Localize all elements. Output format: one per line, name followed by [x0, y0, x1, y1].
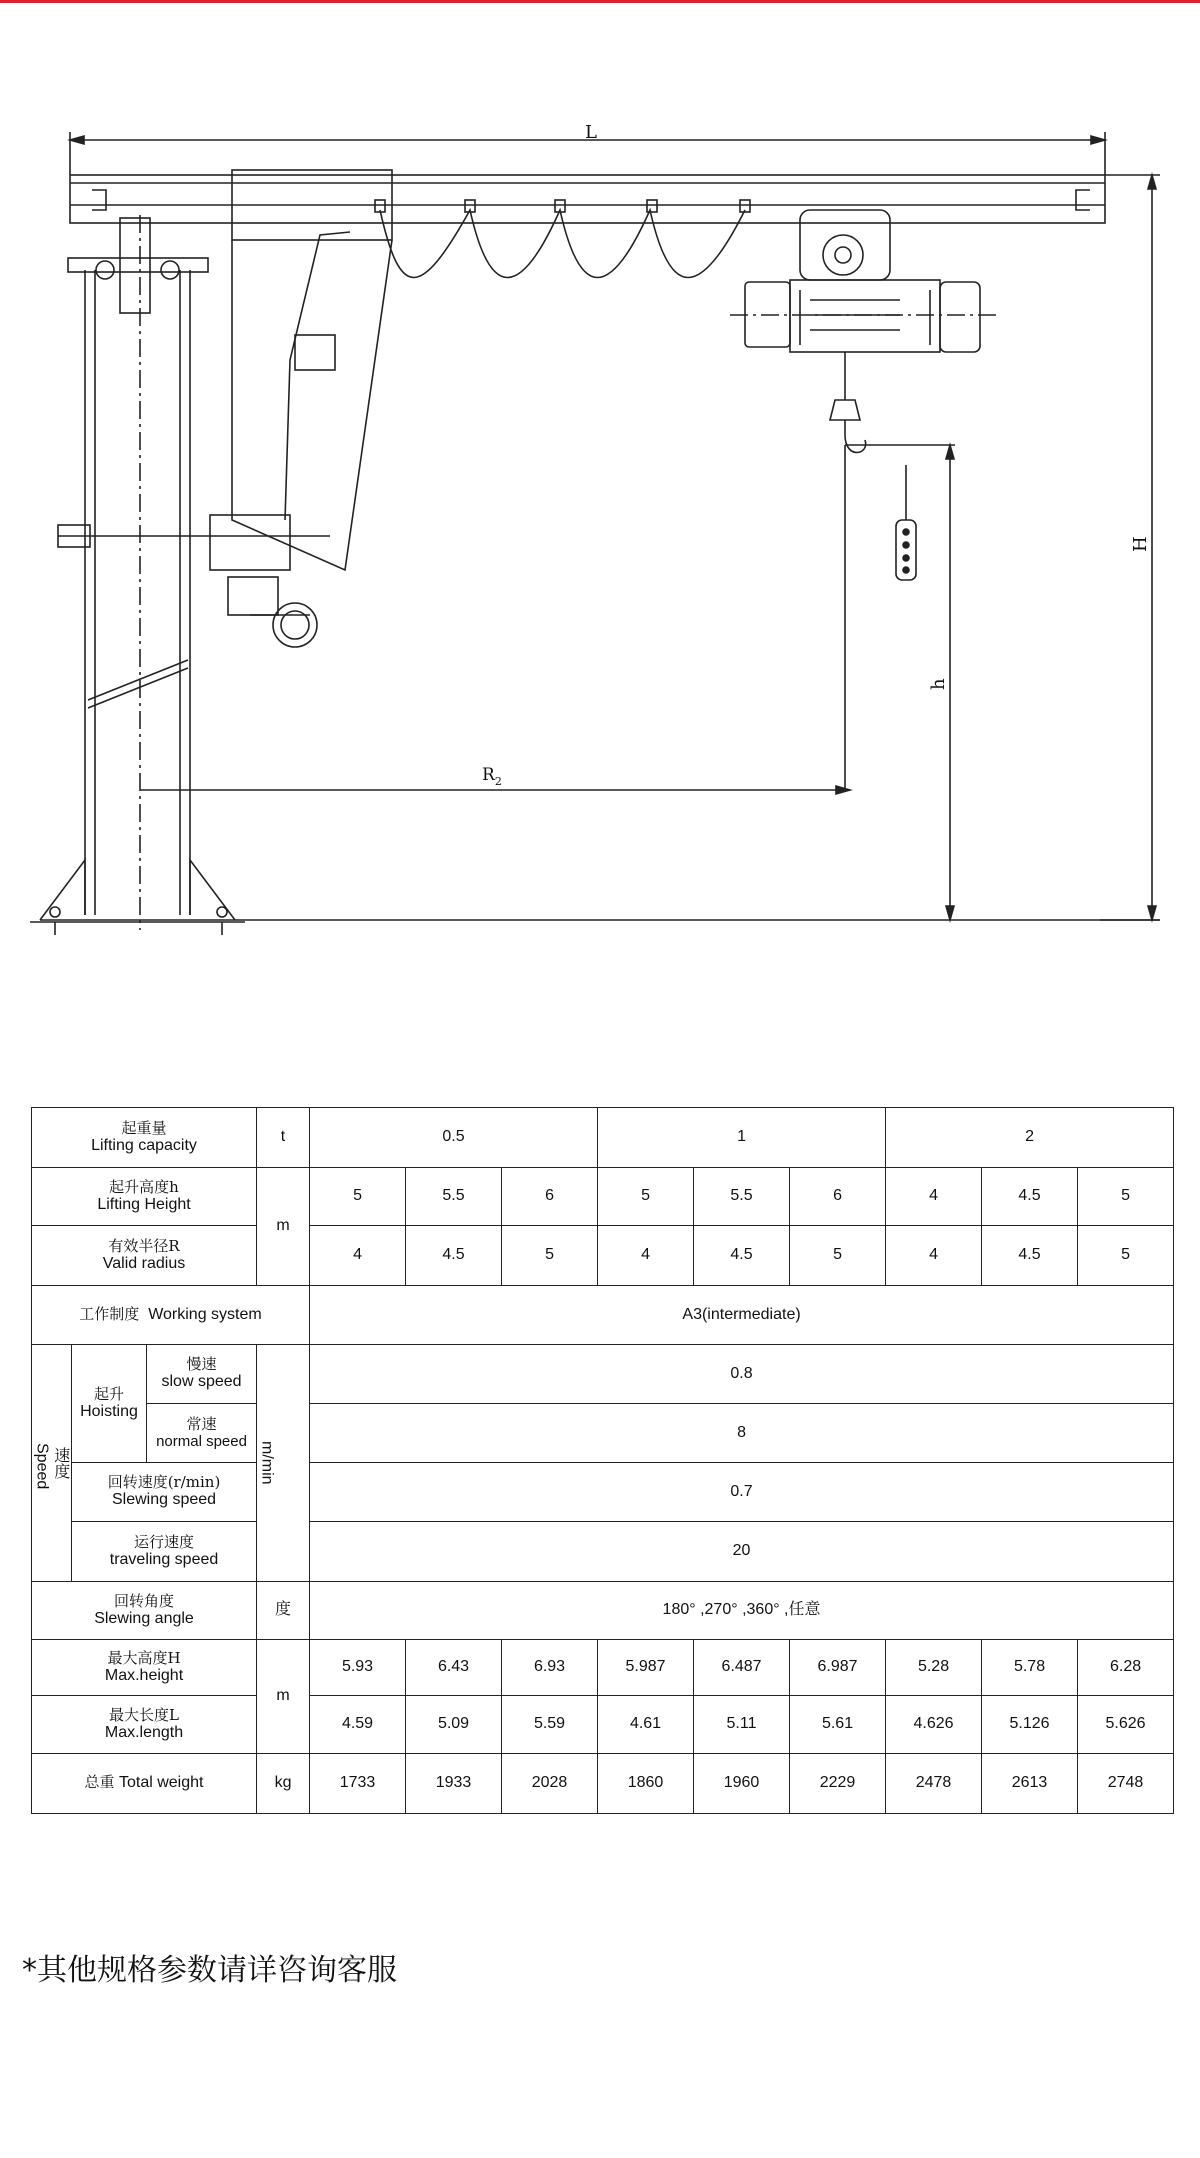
slewing-angle-header: 回转角度 Slewing angle — [32, 1582, 257, 1640]
table-cell: 5.987 — [598, 1640, 694, 1696]
table-cell: 5.5 — [406, 1168, 502, 1226]
table-cell: 4 — [886, 1168, 982, 1226]
label-h: h — [928, 678, 949, 690]
row-valid-radius — [32, 1226, 1174, 1286]
table-cell: 4.5 — [694, 1226, 790, 1286]
spec-table — [31, 1107, 1174, 1814]
row-total-weight — [32, 1754, 1174, 1814]
max-height-header: 最大高度H Max.height — [32, 1640, 257, 1696]
row-normal-speed — [32, 1404, 1174, 1463]
footnote: *其他规格参数请详咨询客服 — [22, 1953, 397, 1988]
jib-brace — [232, 170, 392, 570]
jib-crane-technical-drawing — [0, 0, 1200, 1000]
table-cell: 6 — [502, 1168, 598, 1226]
normal-speed-value: 8 — [310, 1404, 1174, 1463]
row-max-height — [32, 1640, 1174, 1696]
table-cell: 4.626 — [886, 1696, 982, 1754]
table-cell: 5.61 — [790, 1696, 886, 1754]
table-cell: 2478 — [886, 1754, 982, 1814]
electric-hoist — [730, 210, 1000, 453]
slow-speed-value: 0.8 — [310, 1345, 1174, 1404]
row-lifting-capacity — [32, 1108, 1174, 1168]
capacity-value: 2 — [886, 1108, 1174, 1168]
row-traveling-speed — [32, 1522, 1174, 1582]
table-cell: 5.93 — [310, 1640, 406, 1696]
column — [58, 215, 850, 930]
row-max-length — [32, 1696, 1174, 1754]
table-cell: 5.5 — [694, 1168, 790, 1226]
unit-m-min: m/min — [257, 1345, 310, 1582]
table-cell: 4.59 — [310, 1696, 406, 1754]
unit-kg: kg — [257, 1754, 310, 1814]
table-cell: 1860 — [598, 1754, 694, 1814]
capacity-value: 1 — [598, 1108, 886, 1168]
row-slewing-speed — [32, 1463, 1174, 1522]
valid-radius-header: 有效半径R Valid radius — [32, 1226, 257, 1286]
table-cell: 4.5 — [982, 1226, 1078, 1286]
table-cell: 1960 — [694, 1754, 790, 1814]
table-cell: 5.59 — [502, 1696, 598, 1754]
table-cell: 6.93 — [502, 1640, 598, 1696]
table-cell: 5 — [502, 1226, 598, 1286]
table-cell: 2229 — [790, 1754, 886, 1814]
festoon-cable — [375, 200, 750, 278]
table-cell: 5 — [310, 1168, 406, 1226]
table-cell: 2748 — [1078, 1754, 1174, 1814]
traveling-speed-value: 20 — [310, 1522, 1174, 1582]
jib-arm — [70, 175, 1105, 223]
dimension-h — [845, 445, 955, 920]
working-system-value: A3(intermediate) — [310, 1286, 1174, 1345]
table-cell: 6.43 — [406, 1640, 502, 1696]
label-H: H — [1130, 536, 1151, 552]
control-pendant — [896, 465, 916, 580]
table-cell: 4.5 — [406, 1226, 502, 1286]
table-cell: 4 — [886, 1226, 982, 1286]
row-lifting-height — [32, 1168, 1174, 1226]
table-cell: 6.28 — [1078, 1640, 1174, 1696]
total-weight-header: 总重 Total weight — [32, 1754, 257, 1814]
table-cell: 6.487 — [694, 1640, 790, 1696]
table-cell: 6.987 — [790, 1640, 886, 1696]
table-cell: 5.11 — [694, 1696, 790, 1754]
hoisting-header: 起升 Hoisting — [72, 1345, 147, 1463]
table-cell: 5.626 — [1078, 1696, 1174, 1754]
unit-m: m — [257, 1640, 310, 1754]
unit-m: m — [257, 1168, 310, 1286]
unit-t: t — [257, 1108, 310, 1168]
table-cell: 5.78 — [982, 1640, 1078, 1696]
table-cell: 5.126 — [982, 1696, 1078, 1754]
dimension-H — [1100, 175, 1160, 920]
row-slewing-angle — [32, 1582, 1174, 1640]
table-cell: 5 — [598, 1168, 694, 1226]
table-cell: 4 — [310, 1226, 406, 1286]
working-system-header: 工作制度 Working system — [32, 1286, 310, 1345]
table-cell: 2028 — [502, 1754, 598, 1814]
slewing-angle-value: 180° ,270° ,360° ,任意 — [310, 1582, 1174, 1640]
table-cell: 5 — [1078, 1168, 1174, 1226]
normal-speed-header: 常速 normal speed — [147, 1404, 257, 1463]
label-R2: $R_2$ — [482, 765, 502, 788]
column-base — [30, 860, 1160, 935]
speed-header: 速度 Speed — [32, 1345, 72, 1582]
max-length-header: 最大长度L Max.length — [32, 1696, 257, 1754]
table-cell: 4.5 — [982, 1168, 1078, 1226]
unit-degree: 度 — [257, 1582, 310, 1640]
slow-speed-header: 慢速 slow speed — [147, 1345, 257, 1404]
table-cell: 5.09 — [406, 1696, 502, 1754]
slewing-speed-header: 回转速度(r/min) Slewing speed — [72, 1463, 257, 1522]
traveling-speed-header: 运行速度 traveling speed — [72, 1522, 257, 1582]
dimension-L — [70, 122, 1105, 175]
table-cell: 6 — [790, 1168, 886, 1226]
row-slow-speed — [32, 1345, 1174, 1404]
capacity-value: 0.5 — [310, 1108, 598, 1168]
row-working-system — [32, 1286, 1174, 1345]
table-cell: 1733 — [310, 1754, 406, 1814]
table-cell: 2613 — [982, 1754, 1078, 1814]
table-cell: 4.61 — [598, 1696, 694, 1754]
table-cell: 1933 — [406, 1754, 502, 1814]
label-L: L — [585, 122, 597, 143]
lifting-capacity-header: 起重量 Lifting capacity — [32, 1108, 257, 1168]
lifting-height-header: 起升高度h Lifting Height — [32, 1168, 257, 1226]
table-cell: 5.28 — [886, 1640, 982, 1696]
table-cell: 4 — [598, 1226, 694, 1286]
table-cell: 5 — [1078, 1226, 1174, 1286]
slewing-speed-value: 0.7 — [310, 1463, 1174, 1522]
table-cell: 5 — [790, 1226, 886, 1286]
